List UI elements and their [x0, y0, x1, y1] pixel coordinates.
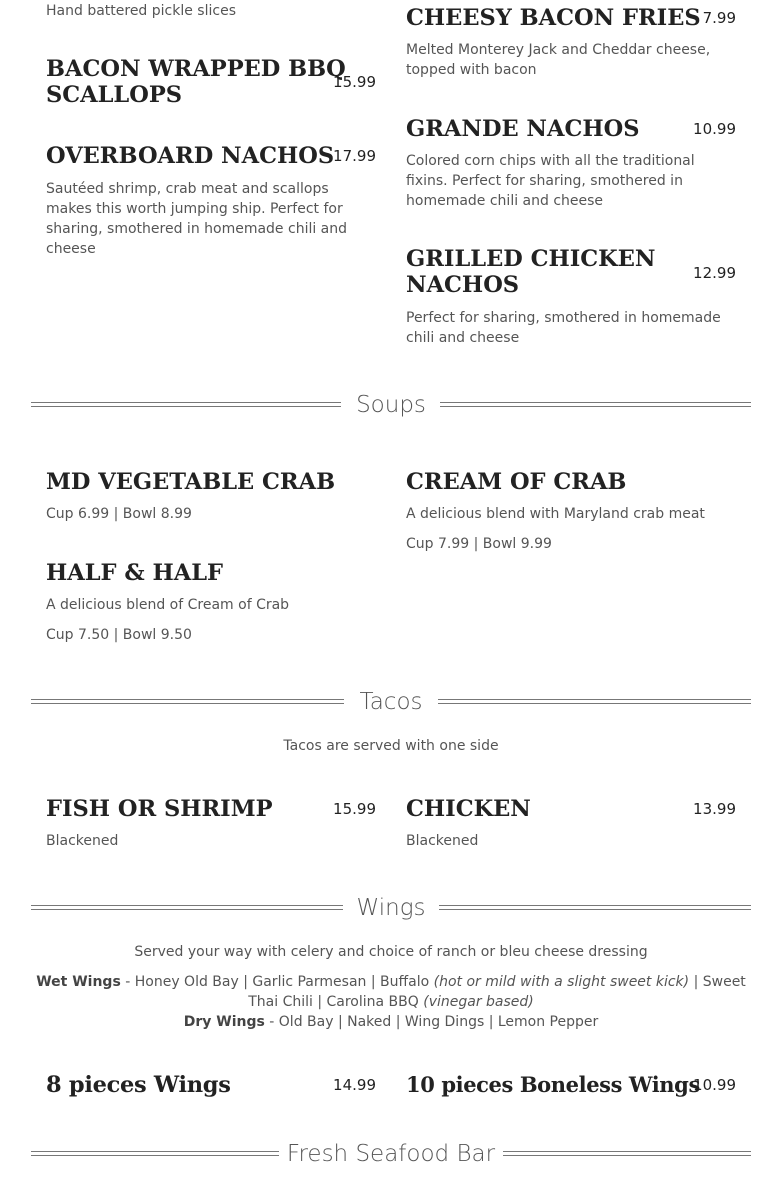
menu-item-desc: A delicious blend of Cream of Crab [46, 597, 290, 613]
menu-item-price: 12.99 [693, 264, 736, 282]
menu-item-10-pieces-boneless-wings [406, 1072, 736, 1098]
menu-item-title: CREAM OF CRAB [406, 469, 627, 495]
section-heading-wings [31, 893, 751, 923]
menu-item-title: CHICKEN [406, 796, 531, 822]
menu-item-desc: A delicious blend with Maryland crab meat [406, 506, 705, 522]
menu-item-title: GRILLED CHICKEN NACHOS [406, 246, 656, 298]
menu-item-price: 17.99 [333, 147, 376, 165]
menu-item-title: OVERBOARD NACHOS [46, 143, 335, 169]
menu-item-price: 10.99 [693, 1076, 736, 1094]
section-title: Tacos [359, 689, 423, 715]
menu-item-half-and-half [46, 560, 376, 645]
menu-item-cheesy-bacon-fries [406, 5, 736, 80]
menu-item-grilled-chicken-nachos [406, 246, 736, 348]
menu-item-title: HALF & HALF [46, 560, 224, 586]
menu-item-desc: Colored corn chips with all the traditional fixins. Perfect for sharing, smothered in homemade chili and cheese [406, 153, 695, 209]
menu-item-title: MD VEGETABLE CRAB [46, 469, 336, 495]
menu-item-title: GRANDE NACHOS [406, 116, 640, 142]
tacos-note: Tacos are served with one side [283, 738, 499, 754]
section-heading-tacos [31, 687, 751, 717]
dry-wings-label: Dry Wings [183, 1014, 265, 1030]
menu-item-desc: Blackened [46, 833, 119, 849]
menu-item-title: 10 pieces Boneless Wings [406, 1072, 700, 1097]
menu-item-sizes: Cup 7.50 | Bowl 9.50 [46, 627, 192, 643]
wet-wings-label: Wet Wings [36, 974, 121, 990]
menu-item-title: FISH OR SHRIMP [46, 796, 273, 822]
section-heading-fresh-seafood-bar [31, 1139, 751, 1169]
wet-wings-flavors: Wet Wings - Honey Old Bay | Garlic Parmesan | Buffalo (hot or mild with a slight sweet kick) | Sweet Thai Chili | Carolina BBQ (vinegar based) [36, 974, 746, 1010]
section-title: Fresh Seafood Bar [286, 1141, 496, 1167]
menu-item-price: 15.99 [333, 800, 376, 818]
menu-item-desc: Blackened [406, 833, 479, 849]
section-title: Wings [356, 895, 426, 921]
menu-item-title: BACON WRAPPED BBQ SCALLOPS [46, 56, 346, 108]
menu-item-cream-of-crab [406, 469, 736, 554]
dry-wings-flavors: Dry Wings - Old Bay | Naked | Wing Dings | Lemon Pepper [183, 1014, 599, 1030]
menu-item-bacon-wrapped-bbq-scallops [46, 56, 376, 108]
menu-item-title: CHEESY BACON FRIES [406, 5, 701, 31]
menu-item-price: 14.99 [333, 1076, 376, 1094]
menu-item-desc: Sautéed shrimp, crab meat and scallops makes this worth jumping ship. Perfect for sharing, smothered in homemade chili and cheese [46, 181, 348, 257]
menu-item-fish-or-shrimp [46, 796, 376, 851]
menu-item-desc: Melted Monterey Jack and Cheddar cheese, topped with bacon [406, 42, 711, 78]
menu-item-price: 10.99 [693, 120, 736, 138]
menu-item-sizes: Cup 6.99 | Bowl 8.99 [46, 506, 192, 522]
section-title: Soups [356, 392, 426, 418]
fried-pickles-desc: Hand battered pickle slices [46, 3, 236, 19]
menu-item-sizes: Cup 7.99 | Bowl 9.99 [406, 536, 552, 552]
menu-item-chicken-taco [406, 796, 736, 851]
menu-item-price: 15.99 [333, 73, 376, 91]
wings-note: Served your way with celery and choice of ranch or bleu cheese dressing [134, 944, 648, 960]
menu-item-md-vegetable-crab [46, 469, 376, 524]
menu-item-price: 13.99 [693, 800, 736, 818]
section-heading-soups [31, 390, 751, 420]
menu-item-desc: Perfect for sharing, smothered in homemade chili and cheese [406, 310, 721, 346]
menu-item-title: 8 pieces Wings [46, 1072, 231, 1098]
menu-item-grande-nachos [406, 116, 736, 211]
menu-item-price: 7.99 [702, 9, 736, 27]
menu-item-overboard-nachos [46, 143, 376, 259]
menu-item-8-pieces-wings [46, 1072, 376, 1098]
